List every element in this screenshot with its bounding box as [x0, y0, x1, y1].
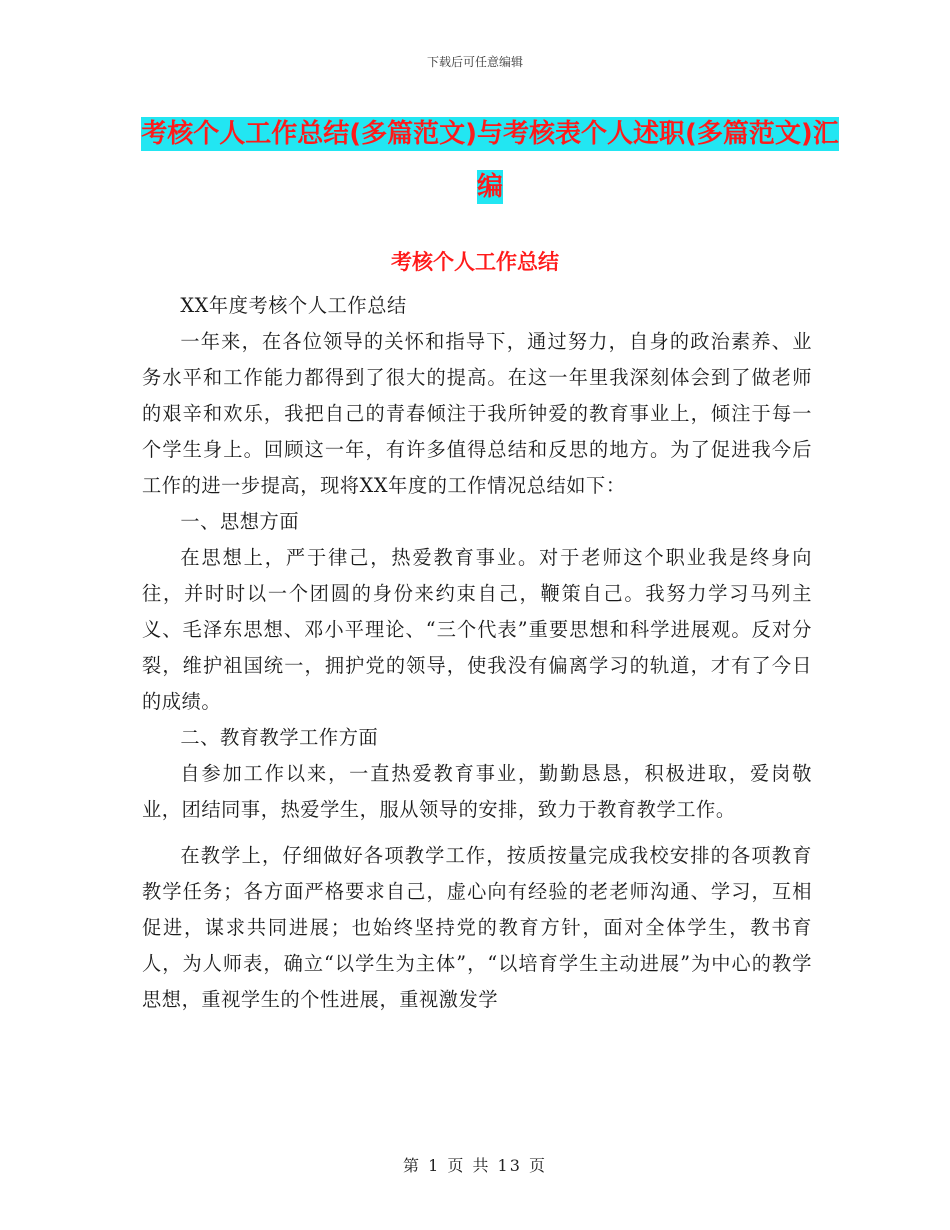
- page-footer-number: 第 1 页 共 13 页: [403, 1156, 547, 1175]
- document-title-text: 考核个人工作总结(多篇范文)与考核表个人述职(多篇范文)汇编: [141, 119, 839, 202]
- section-title: 考核个人工作总结: [391, 250, 559, 274]
- paragraph-teaching-details: 在教学上，仔细做好各项教学工作，按质按量完成我校安排的各项教育教学任务；各方面严格要求自己，虚心向有经验的老老师沟通、学习，互相促进，谋求共同进展；也始终坚持党的教育方针，面对全体学生，教书育人，为人师表，确立“以学生为主体”，“以培育学生主动进展”为中心的教学思想，重视学生的个性进展，重视激发学: [142, 844, 812, 1011]
- paragraph-year-heading: XX年度考核个人工作总结: [180, 294, 407, 317]
- paragraph-thought: 在思想上，严于律己，热爱教育事业。对于老师这个职业我是终身向往，并时时以一个团圆的身份来约束自己，鞭策自己。我努力学习马列主义、毛泽东思想、邓小平理论、“三个代表”重要思想和科学进展观。反对分裂，维护祖国统一，拥护党的领导，使我没有偏离学习的轨道，才有了今日的成绩。: [142, 546, 812, 713]
- document-title: [140, 108, 840, 214]
- paragraph-intro: 一年来，在各位领导的关怀和指导下，通过努力，自身的政治素养、业务水平和工作能力都得到了很大的提高。在这一年里我深刻体会到了做老师的艰辛和欢乐，我把自己的青春倾注于我所钟爱的教育事业上，倾注于每一个学生身上。回顾这一年，有许多值得总结和反思的地方。为了促进我今后工作的进一步提高，现将XX年度的工作情况总结如下：: [142, 330, 812, 497]
- document-body: [142, 288, 812, 1018]
- page-header-note: 下载后可任意编辑: [426, 55, 523, 69]
- paragraph-heading-teaching: 二、教育教学工作方面: [180, 726, 379, 749]
- paragraph-teaching-dedication: 自参加工作以来，一直热爱教育事业，勤勤恳恳，积极进取，爱岗敬业，团结同事，热爱学生，服从领导的安排，致力于教育教学工作。: [142, 762, 812, 821]
- paragraph-heading-thought: 一、思想方面: [180, 510, 300, 533]
